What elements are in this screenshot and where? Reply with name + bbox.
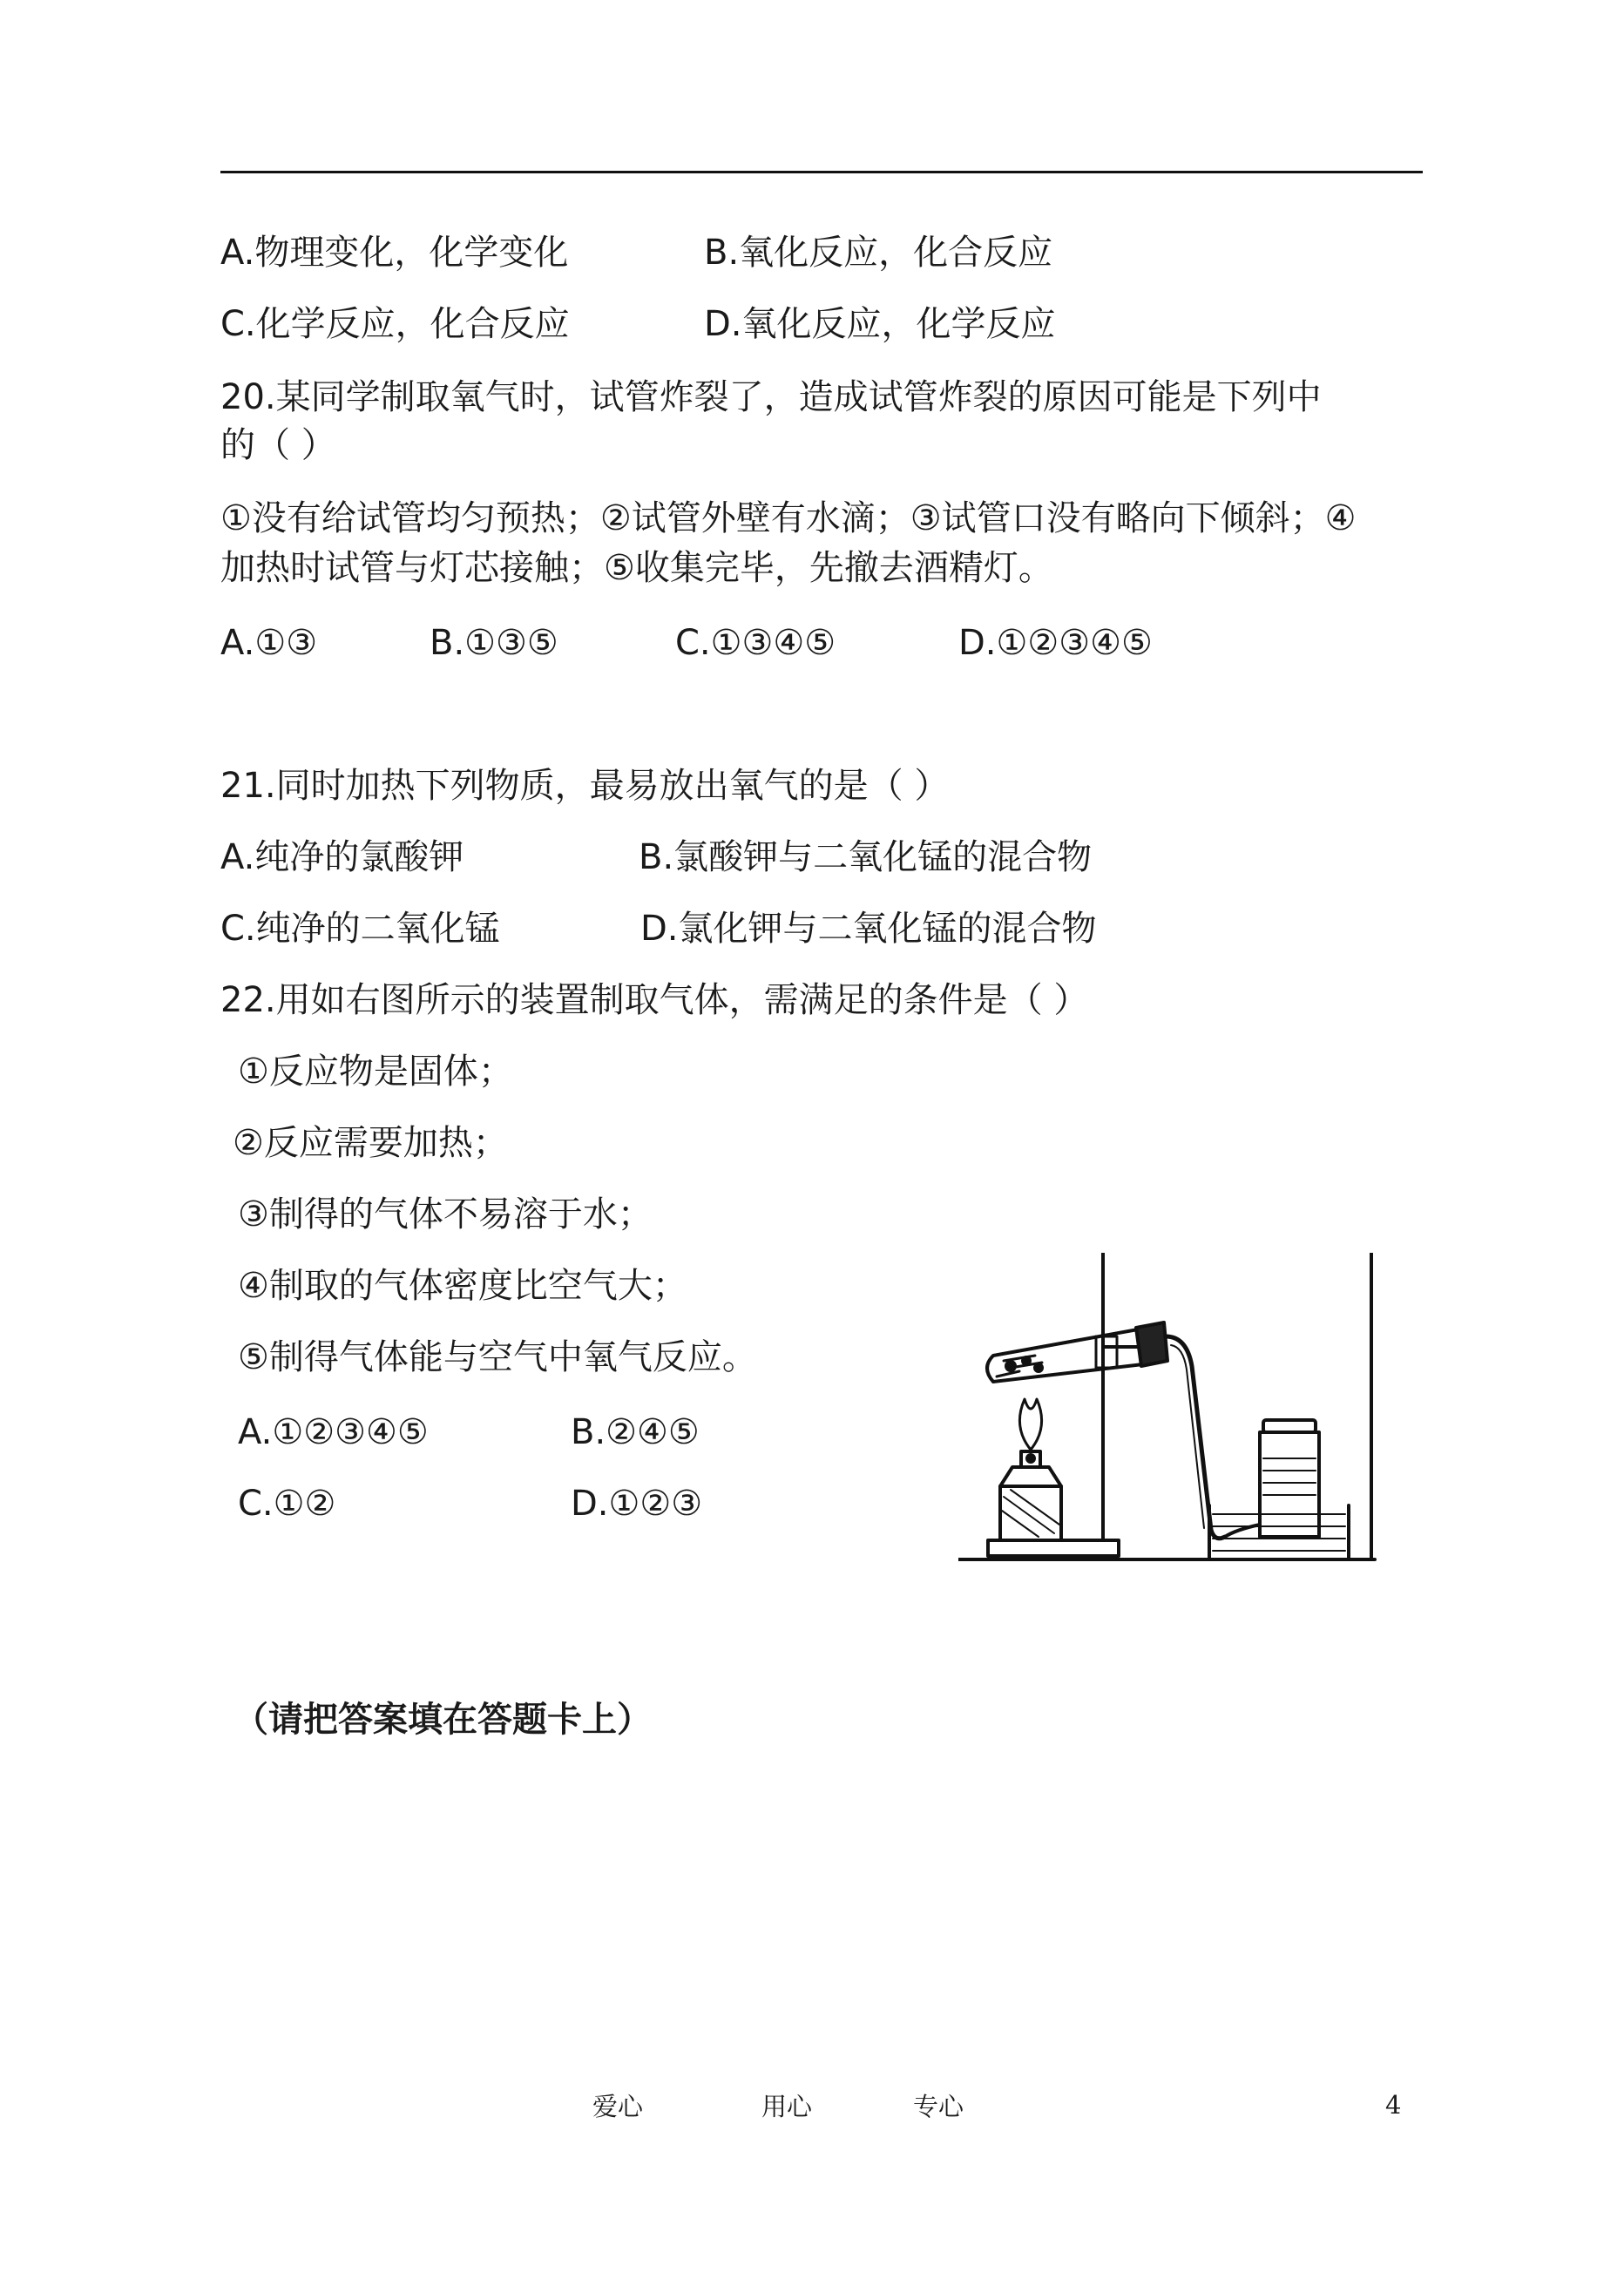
- q19-option-a: A.物理变化，化学变化: [220, 233, 569, 273]
- q19-option-b: B.氧化反应，化合反应: [704, 233, 1053, 273]
- page-number: 4: [1385, 2090, 1402, 2120]
- header-rule: [220, 171, 1423, 173]
- q19-option-c: C.化学反应，化合反应: [220, 304, 570, 344]
- flame-icon: [1019, 1399, 1041, 1450]
- test-tube: [987, 1322, 1167, 1382]
- q20-stem-line1: 20.某同学制取氧气时，试管炸裂了，造成试管炸裂的原因可能是下列中: [220, 377, 1322, 417]
- q21-option-a: A.纯净的氯酸钾: [220, 837, 464, 877]
- q22-stem: 22.用如右图所示的装置制取气体，需满足的条件是（ ）: [220, 980, 1089, 1020]
- delivery-tube: [1166, 1336, 1225, 1539]
- collection-bottle: [1260, 1420, 1319, 1537]
- q21-option-d: D.氯化钾与二氧化锰的混合物: [640, 909, 1097, 949]
- q20-items-line1: ①没有给试管均匀预热；②试管外壁有水滴；③试管口没有略向下倾斜；④: [220, 498, 1357, 538]
- alcohol-lamp: [1000, 1451, 1061, 1540]
- q22-option-c: C.①②: [238, 1484, 336, 1524]
- q21-stem: 21.同时加热下列物质，最易放出氧气的是（ ）: [220, 766, 950, 806]
- q22-item-4: ④制取的气体密度比空气大；: [238, 1266, 687, 1306]
- q20-stem-line2: 的（ ）: [220, 425, 336, 465]
- footer-word-3: 专心: [913, 2092, 964, 2121]
- q21-option-b: B.氯酸钾与二氧化锰的混合物: [639, 837, 1093, 877]
- q21-option-c: C.纯净的二氧化锰: [220, 909, 500, 949]
- stand-base: [988, 1540, 1119, 1556]
- q22-option-d: D.①②③: [571, 1484, 703, 1524]
- q22-option-a: A.①②③④⑤: [238, 1412, 429, 1452]
- q20-option-c: C.①③④⑤: [675, 623, 836, 663]
- q20-items-line2: 加热时试管与灯芯接触；⑤收集完毕，先撤去酒精灯。: [220, 548, 1053, 588]
- q22-item-2: ②反应需要加热；: [233, 1123, 508, 1163]
- answer-note: （请把答案填在答题卡上）: [233, 1700, 652, 1740]
- q22-item-1: ①反应物是固体；: [238, 1052, 513, 1092]
- q20-option-b: B.①③⑤: [430, 623, 558, 663]
- q22-item-5: ⑤制得气体能与空气中氧气反应。: [238, 1337, 757, 1377]
- gas-apparatus-figure: [958, 1253, 1377, 1566]
- q22-option-b: B.②④⑤: [571, 1412, 700, 1452]
- q22-item-3: ③制得的气体不易溶于水；: [238, 1194, 653, 1234]
- q20-option-d: D.①②③④⑤: [958, 623, 1153, 663]
- footer-word-2: 用心: [761, 2092, 813, 2121]
- q20-option-a: A.①③: [220, 623, 318, 663]
- q19-option-d: D.氧化反应，化学反应: [704, 304, 1056, 344]
- footer-word-1: 爱心: [592, 2092, 644, 2121]
